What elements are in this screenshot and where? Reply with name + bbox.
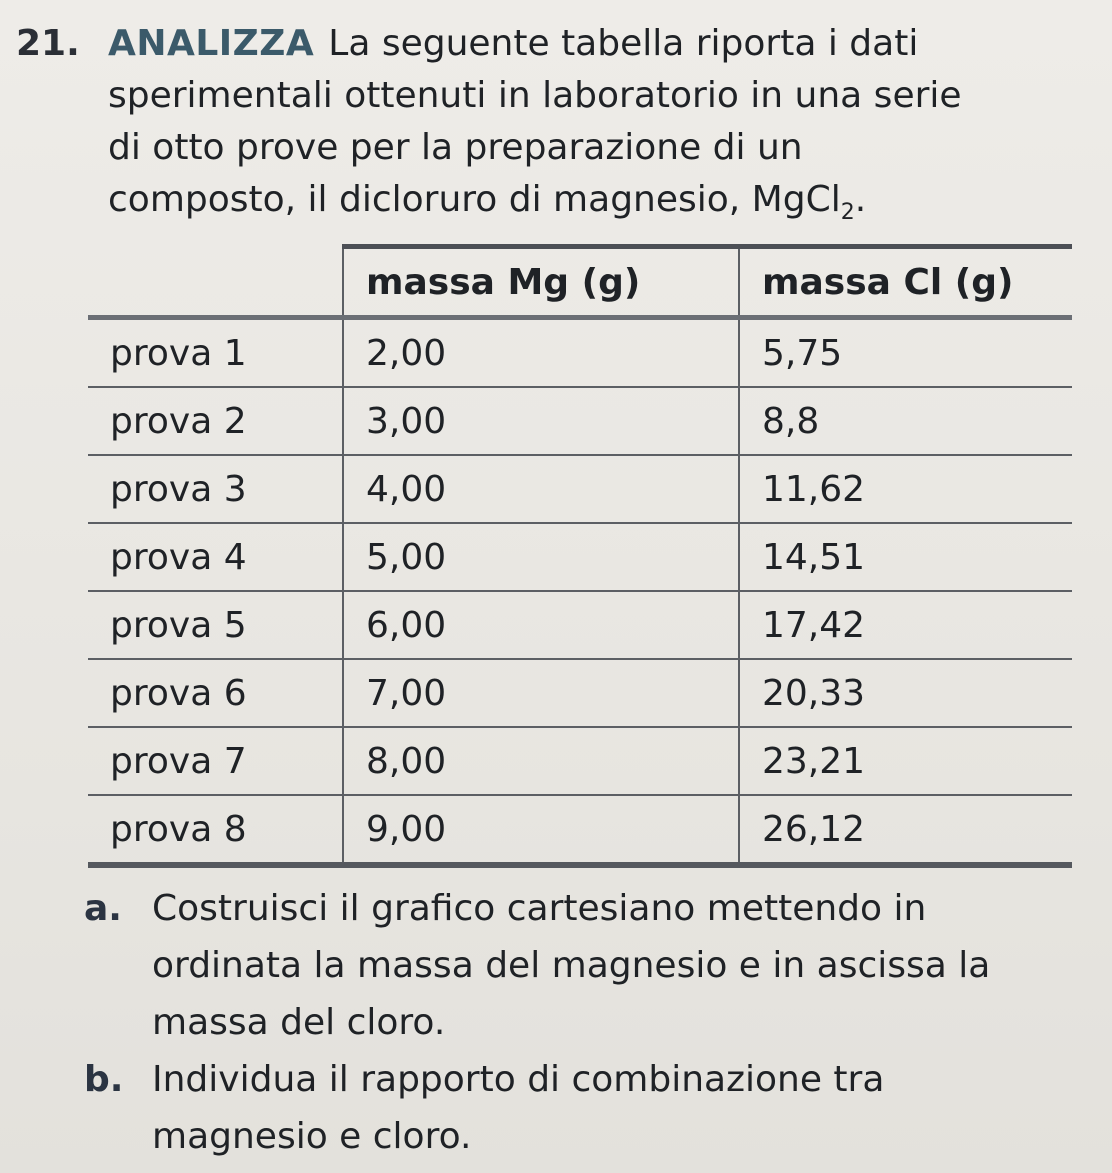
questions-list	[84, 880, 1044, 1165]
mass-cl-value: 5,75	[739, 318, 1072, 388]
formula-subscript: 2	[840, 200, 855, 225]
mass-mg-value: 5,00	[343, 523, 739, 591]
data-table	[88, 244, 1072, 868]
intro-line-1: La seguente tabella riporta i dati	[328, 23, 919, 64]
table-row	[88, 591, 1072, 659]
exercise-intro	[16, 18, 1086, 239]
mass-mg-value: 2,00	[343, 318, 739, 388]
mass-mg-value: 8,00	[343, 727, 739, 795]
intro-line-2: sperimentali ottenuti in laboratorio in una serie	[108, 75, 962, 116]
exercise-number: 21.	[16, 23, 80, 64]
table-row	[88, 318, 1072, 388]
mass-mg-value: 9,00	[343, 795, 739, 865]
header-mass-cl: massa Cl (g)	[739, 247, 1072, 318]
question-text: Individua il rapporto di combinazione tra magnesio e cloro.	[152, 1059, 885, 1157]
table-row	[88, 795, 1072, 865]
question-text: Costruisci il grafico cartesiano mettendo in ordinata la massa del magnesio e in ascissa la massa del cloro.	[152, 888, 991, 1043]
row-label: prova 6	[88, 659, 343, 727]
formula-end: .	[854, 179, 867, 220]
row-label: prova 1	[88, 318, 343, 388]
question-b	[84, 1051, 1044, 1165]
mass-cl-value: 20,33	[739, 659, 1072, 727]
intro-line-3: di otto prove per la preparazione di un	[108, 127, 803, 168]
table-row	[88, 659, 1072, 727]
mass-cl-value: 14,51	[739, 523, 1072, 591]
table-row	[88, 387, 1072, 455]
mass-cl-value: 17,42	[739, 591, 1072, 659]
question-a	[84, 880, 1044, 1051]
mass-cl-value: 26,12	[739, 795, 1072, 865]
mass-mg-value: 6,00	[343, 591, 739, 659]
table-row	[88, 523, 1072, 591]
row-label: prova 3	[88, 455, 343, 523]
row-label: prova 2	[88, 387, 343, 455]
intro-line-4: composto, il dicloruro di magnesio, MgCl	[108, 179, 841, 220]
mass-mg-value: 3,00	[343, 387, 739, 455]
row-label: prova 7	[88, 727, 343, 795]
mass-mg-value: 4,00	[343, 455, 739, 523]
exercise-21	[16, 18, 1086, 239]
mass-mg-value: 7,00	[343, 659, 739, 727]
header-mass-mg: massa Mg (g)	[343, 247, 739, 318]
question-letter: b.	[84, 1059, 124, 1100]
table-row	[88, 455, 1072, 523]
table-row	[88, 727, 1072, 795]
row-label: prova 8	[88, 795, 343, 865]
header-empty-cell	[88, 247, 343, 318]
row-label: prova 4	[88, 523, 343, 591]
question-letter: a.	[84, 888, 122, 929]
mass-cl-value: 23,21	[739, 727, 1072, 795]
table-header-row	[88, 247, 1072, 318]
mass-cl-value: 8,8	[739, 387, 1072, 455]
mass-cl-value: 11,62	[739, 455, 1072, 523]
exercise-keyword: ANALIZZA	[108, 23, 315, 64]
row-label: prova 5	[88, 591, 343, 659]
